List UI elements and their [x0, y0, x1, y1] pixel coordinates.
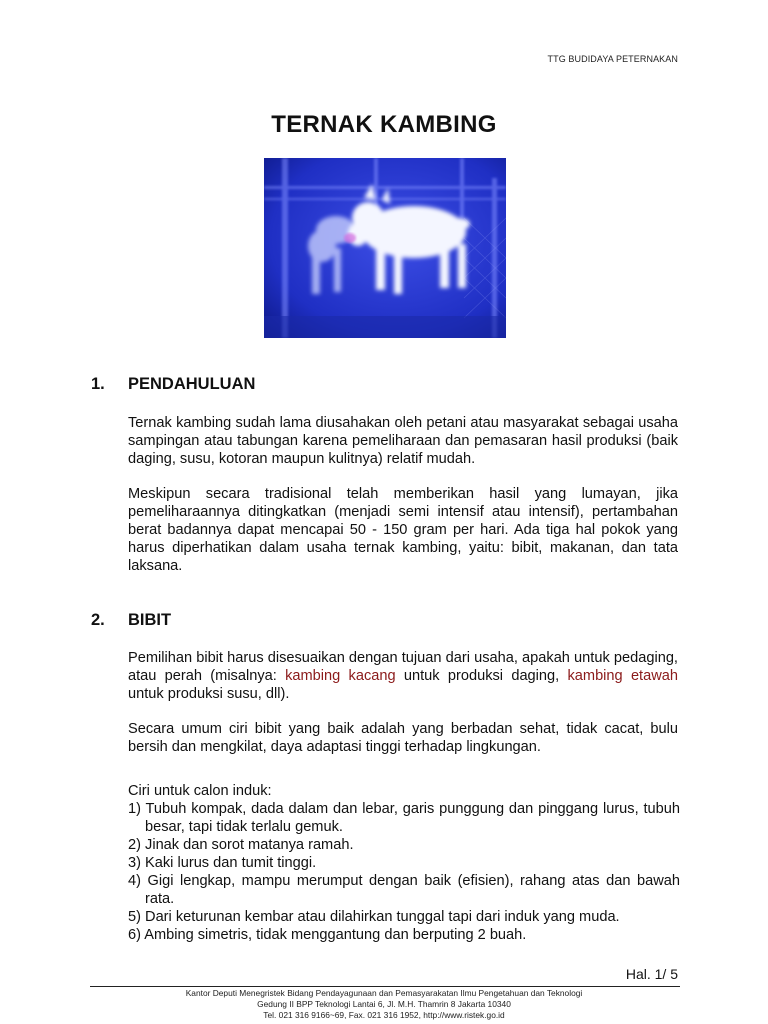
kambing-etawah-link[interactable]: kambing etawah — [567, 668, 679, 684]
paragraph — [128, 649, 678, 703]
section-title: PENDAHULUAN — [128, 375, 256, 393]
text-run: Pemilihan bibit harus disesuaikan dengan tujuan dari usaha, apakah untuk pedaging, atau perah (misalnya: — [128, 650, 678, 684]
list-item: 6) Ambing simetris, tidak menggantung dan berputing 2 buah. — [128, 927, 527, 943]
paragraph: Secara umum ciri bibit yang baik adalah yang berbadan sehat, tidak cacat, bulu bersih dan mengkilat, daya adaptasi tinggi terhadap lingkungan. — [128, 721, 678, 755]
list-item: 3) Kaki lurus dan tumit tinggi. — [128, 855, 317, 871]
document-title: TERNAK KAMBING — [271, 111, 497, 138]
list-item: 5) Dari keturunan kembar atau dilahirkan tunggal tapi dari induk yang muda. — [128, 909, 620, 925]
footer-divider — [90, 986, 680, 987]
list-item: 4) Gigi lengkap, mampu merumput dengan baik (efisien), rahang atas dan bawah rata. — [128, 873, 680, 907]
section-heading-pendahuluan — [91, 375, 255, 394]
section-title: BIBIT — [128, 611, 172, 629]
running-header: TTG BUDIDAYA PETERNAKAN — [547, 54, 678, 64]
paragraph: Meskipun secara tradisional telah memberikan hasil yang lumayan, jika pemeliharaannya ditingkatkan (menjadi semi intensif atau intensif), pertambahan berat badannya dapat mencapai 50 - 150 gram per hari. Ada tiga hal pokok yang harus diperhatikan dalam usaha ternak kambing, yaitu: bibit, makanan, dan tata laksana. — [128, 486, 678, 574]
kambing-kacang-link[interactable]: kambing kacang — [285, 668, 396, 684]
list-item: 2) Jinak dan sorot matanya ramah. — [128, 837, 354, 853]
section-number: 2. — [91, 611, 105, 629]
footer-line: Gedung II BPP Teknologi Lantai 6, Jl. M.H. Thamrin 8 Jakarta 10340 — [257, 999, 511, 1009]
footer-line: Kantor Deputi Menegristek Bidang Pendayagunaan dan Pemasyarakatan Ilmu Pengetahuan dan Teknologi — [185, 988, 583, 998]
section-number: 1. — [91, 375, 105, 393]
paragraph: Ternak kambing sudah lama diusahakan oleh petani atau masyarakat sebagai usaha sampingan atau tabungan karena pemeliharaan dan pemasaran hasil produksi (baik daging, susu, kotoran maupun kulitnya) relatif mudah. — [128, 415, 678, 467]
page-number: Hal. 1/ 5 — [625, 966, 678, 982]
footer — [0, 988, 768, 1021]
goat-photo — [264, 158, 506, 338]
text-run: untuk produksi daging, — [395, 668, 568, 684]
calon-induk-list — [128, 782, 680, 944]
list-intro: Ciri untuk calon induk: — [128, 783, 272, 799]
footer-line: Tel. 021 316 9166~69, Fax. 021 316 1952, http://www.ristek.go.id — [263, 1010, 505, 1020]
section-heading-bibit — [91, 611, 171, 630]
text-run: untuk produksi susu, dll). — [128, 686, 290, 702]
list-item: 1) Tubuh kompak, dada dalam dan lebar, garis punggung dan pinggang lurus, tubuh besar, tapi tidak terlalu gemuk. — [128, 801, 680, 835]
